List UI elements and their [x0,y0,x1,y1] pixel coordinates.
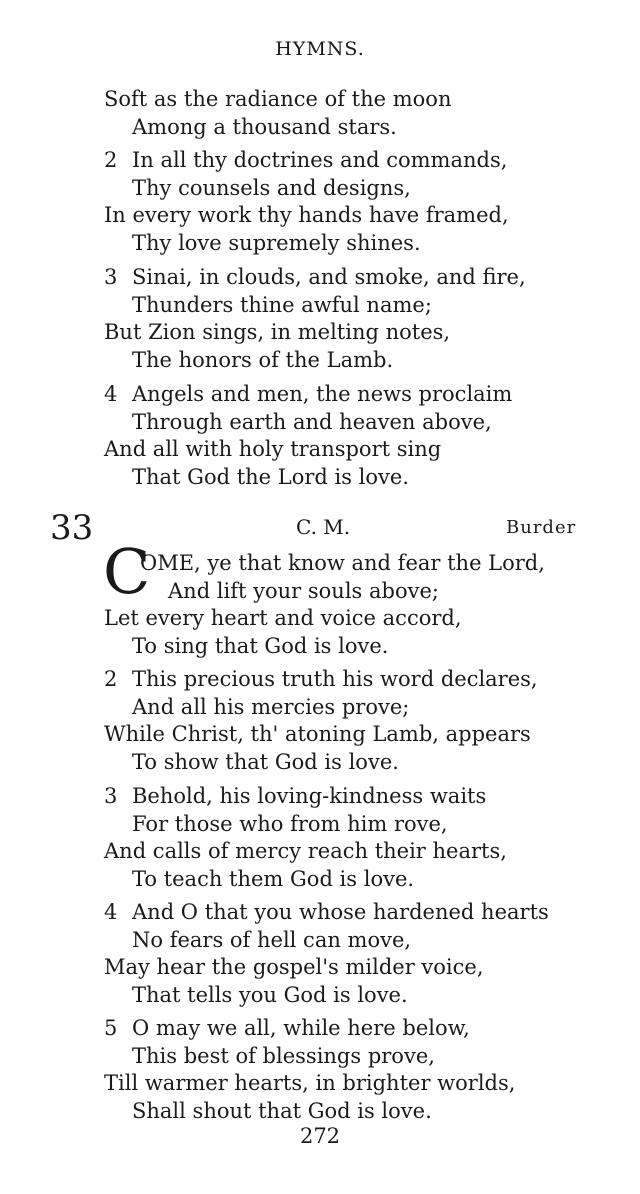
hymn-number: 33 [50,508,94,548]
verse-line: To teach them God is love. [132,866,415,891]
stanza [0,899,640,1009]
stanza [0,550,640,660]
verse-line: And calls of mercy reach their hearts, [104,839,507,863]
verse-line: The honors of the Lamb. [132,347,394,372]
stanza-number: 2 [104,148,118,172]
verse-line: To sing that God is love. [132,633,389,658]
hymn-heading [0,508,640,548]
verse-line: 3 Sinai, in clouds, and smoke, and fire, [0,264,640,292]
verse-line: And all with holy transport sing [104,437,442,461]
verse-line: Among a thousand stars. [132,114,397,139]
verse-line: 2 In all thy doctrines and commands, [0,147,640,175]
verse-line: In every work thy hands have framed, [104,203,509,227]
stanza [0,783,640,893]
verse-line: That God the Lord is love. [132,464,410,489]
stanza [0,1015,640,1125]
verse-line: Through earth and heaven above, [132,409,492,434]
drop-cap: C [103,535,151,608]
stanza-number: 4 [104,900,118,924]
hymn-meter: C. M. [296,515,351,539]
stanza [0,381,640,491]
stanza [0,264,640,374]
verse-line: 4 And O that you whose hardened hearts [0,899,640,927]
verse-line: 2 This precious truth his word declares, [0,666,640,694]
verse-line: 3 Behold, his loving-kindness waits [0,783,640,811]
verse-line: Thy love supremely shines. [132,230,421,255]
verse-line: For those who from him rove, [132,811,448,836]
stanza-number: 3 [104,784,118,808]
stanza [0,86,640,141]
stanza [0,666,640,776]
verse-line: While Christ, th' atoning Lamb, appears [104,722,531,746]
verse-line: 4 Angels and men, the news proclaim [0,381,640,409]
verse-line: And all his mercies prove; [132,694,410,719]
stanza-number: 3 [104,265,118,289]
verse-line: This best of blessings prove, [132,1043,435,1068]
stanza [0,147,640,257]
verse-line: To show that God is love. [132,749,399,774]
verse-line: And lift your souls above; [168,578,439,603]
stanza-number: 5 [104,1016,118,1040]
verse-line: Let every heart and voice accord, [104,606,462,630]
verse-line: No fears of hell can move, [132,927,412,952]
running-header: HYMNS. [275,38,365,60]
verse-line: Thunders thine awful name; [132,292,432,317]
verse-line: Thy counsels and designs, [132,175,411,200]
verse-line: Till warmer hearts, in brighter worlds, [104,1071,516,1095]
verse-line: May hear the gospel's milder voice, [104,955,484,979]
hymn-composer: Burder [506,517,577,538]
verse-line: That tells you God is love. [132,982,408,1007]
verse-line: OME, ye that know and fear the Lord, [140,551,545,575]
verse-line: But Zion sings, in melting notes, [104,320,451,344]
verse-line: Shall shout that God is love. [132,1098,432,1123]
verse-line: 5 O may we all, while here below, [0,1015,640,1043]
page-number: 272 [299,1124,341,1148]
stanza-number: 2 [104,667,118,691]
stanza-number: 4 [104,382,118,406]
verse-line: Soft as the radiance of the moon [104,87,452,111]
